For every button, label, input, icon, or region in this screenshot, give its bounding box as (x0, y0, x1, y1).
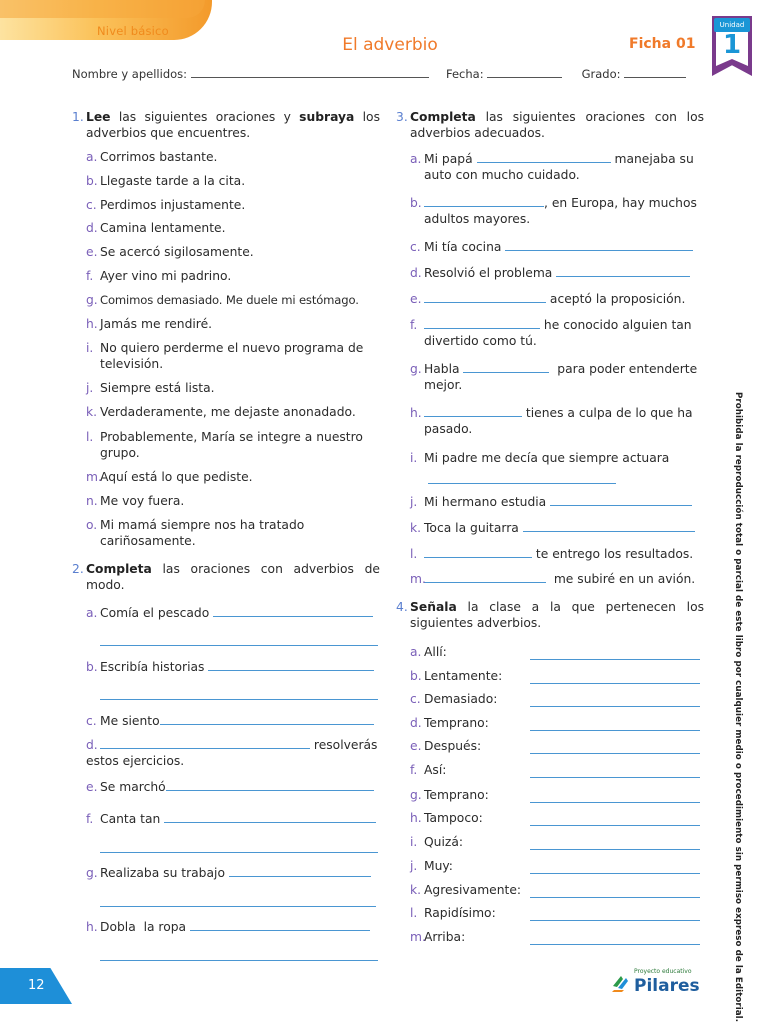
item-letter: l. (410, 906, 418, 920)
item-letter: h. (410, 811, 422, 825)
header-decor-inner (0, 0, 205, 18)
q3-item (410, 361, 704, 393)
item-prompt-cont: divertido como tú. (424, 334, 537, 348)
item-letter: l. (410, 547, 418, 561)
q4-item (410, 810, 704, 826)
answer-line[interactable] (208, 659, 374, 671)
q2-item (86, 605, 380, 621)
q1-item (86, 268, 380, 284)
q4-item (410, 738, 704, 754)
item-text: Después: (424, 739, 482, 753)
q3-item (410, 520, 704, 536)
item-prompt-post: para poder entenderte (557, 362, 698, 376)
q4-item (410, 858, 704, 874)
pilares-logo-icon (610, 972, 632, 994)
item-text (424, 195, 704, 227)
q1-item (86, 429, 380, 461)
q2-verb: Completa (86, 562, 152, 576)
item-text: Corrimos bastante. (100, 150, 218, 164)
answer-line[interactable] (530, 944, 700, 945)
answer-line[interactable] (424, 195, 544, 207)
unit-label: Unidad (714, 18, 750, 32)
item-letter: d. (86, 738, 98, 752)
item-text: Probablemente, María se integre a nuestro grupo. (100, 430, 363, 460)
q2-item (86, 713, 380, 729)
item-text (424, 405, 704, 437)
item-text (100, 605, 380, 621)
item-letter: h. (86, 920, 98, 934)
item-text: Tampoco: (424, 811, 483, 825)
item-text: Agresivamente: (424, 883, 522, 897)
question-4-number: 4. (396, 600, 408, 614)
q1-item (86, 469, 380, 485)
q1-verb-lee: Lee (86, 110, 111, 124)
item-letter: b. (86, 660, 98, 674)
answer-line[interactable] (166, 779, 374, 791)
answer-line[interactable] (424, 571, 546, 583)
grade-label: Grado: (581, 67, 621, 81)
item-letter: n. (86, 494, 98, 508)
q4-text: la clase a la que pertenecen los siguientes adverbios. (410, 600, 704, 630)
q3-item (410, 239, 704, 255)
item-prompt: Habla (424, 362, 460, 376)
page-number: 12 (28, 978, 45, 993)
item-letter: g. (410, 788, 422, 802)
item-letter: j. (86, 381, 94, 395)
item-letter: m. (410, 572, 426, 586)
item-prompt-cont: mejor. (424, 378, 463, 392)
question-2-prompt (86, 561, 380, 593)
item-prompt: Comía el pescado (100, 606, 210, 620)
q1-item (86, 517, 380, 549)
q2-item (86, 737, 380, 769)
item-text: Lentamente: (424, 669, 503, 683)
q2-item (86, 811, 380, 827)
q3-item (410, 571, 704, 587)
logo-name: Pilares (634, 976, 700, 996)
item-letter: c. (410, 240, 421, 254)
q3-item (410, 494, 704, 510)
name-label: Nombre y apellidos: (72, 67, 188, 81)
answer-line[interactable] (523, 520, 695, 532)
item-letter: h. (86, 317, 98, 331)
answer-line[interactable] (505, 239, 693, 251)
item-letter: f. (86, 269, 94, 283)
item-text: No quiero perderme el nuevo programa de televisión. (100, 341, 364, 371)
unit-number: 1 (722, 30, 742, 60)
item-letter: d. (410, 716, 422, 730)
item-letter: f. (86, 812, 94, 826)
item-text: Temprano: (424, 788, 489, 802)
item-text: Comimos demasiado. Me duele mi estómago. (100, 293, 359, 307)
answer-line[interactable] (530, 849, 700, 850)
answer-line[interactable] (424, 291, 546, 303)
answer-line[interactable] (424, 317, 540, 329)
item-prompt-cont: adultos mayores. (424, 212, 531, 226)
copyright-notice (731, 392, 743, 1023)
item-prompt: resolverás (313, 738, 378, 752)
answer-line[interactable] (100, 906, 376, 907)
answer-line[interactable] (556, 265, 690, 277)
q2-text: las oraciones con adverbios de modo. (86, 562, 380, 592)
name-field[interactable] (191, 68, 429, 78)
item-text (100, 713, 380, 729)
item-prompt-cont: auto con mucho cuidado. (424, 168, 580, 182)
answer-line[interactable] (164, 811, 376, 823)
answer-line[interactable] (530, 706, 700, 707)
q1-text-b: los adverbios que encuentres. (86, 110, 380, 140)
item-letter: o. (86, 518, 98, 532)
item-prompt-cont: pasado. (424, 422, 473, 436)
item-prompt-post: te entrego los resultados. (535, 547, 694, 561)
item-prompt-cont: estos ejercicios. (86, 754, 185, 768)
q1-item (86, 292, 380, 308)
q4-item (410, 834, 704, 850)
q3-text: las siguientes oraciones con los adverbios adecuados. (410, 110, 704, 140)
item-letter: b. (410, 196, 422, 210)
item-prompt-post: he conocido alguien tan (543, 318, 692, 332)
q4-item (410, 882, 704, 898)
answer-line[interactable] (530, 802, 700, 803)
level-label: Nivel básico (97, 24, 169, 38)
answer-line[interactable] (530, 873, 700, 874)
q1-item (86, 220, 380, 236)
item-letter: k. (86, 405, 98, 419)
q1-item (86, 197, 380, 213)
item-text (424, 546, 704, 562)
item-prompt: Realizaba su trabajo (100, 866, 225, 880)
q1-text-a: las siguientes oraciones y (110, 110, 300, 124)
item-letter: f. (410, 318, 418, 332)
answer-line[interactable] (100, 852, 378, 853)
item-text (100, 811, 380, 827)
q1-item (86, 149, 380, 165)
item-text: Arriba: (424, 930, 466, 944)
answer-line[interactable] (160, 713, 374, 725)
item-letter: b. (410, 669, 422, 683)
q3-item (410, 151, 704, 183)
item-text: Jamás me rendiré. (100, 317, 213, 331)
answer-line[interactable] (530, 920, 700, 921)
q3-item (410, 450, 704, 466)
student-info-row (72, 67, 686, 81)
answer-line[interactable] (229, 865, 371, 877)
q2-item (86, 659, 380, 675)
item-text (424, 520, 704, 536)
q1-verb-subraya: subraya (299, 110, 355, 124)
q1-item (86, 404, 380, 420)
item-text: Me voy fuera. (100, 494, 185, 508)
q4-item (410, 691, 704, 707)
item-text: Así: (424, 763, 447, 777)
item-text: Aquí está lo que pediste. (100, 470, 253, 484)
ficha-label: Ficha 01 (629, 36, 696, 52)
item-letter: g. (410, 362, 422, 376)
item-letter: c. (86, 714, 97, 728)
q1-item (86, 340, 380, 372)
answer-line[interactable] (213, 605, 373, 617)
item-letter: c. (86, 198, 97, 212)
item-letter: i. (410, 835, 418, 849)
answer-line[interactable] (530, 659, 700, 660)
q3-item (410, 291, 704, 307)
item-letter: a. (86, 606, 98, 620)
q3-item (410, 546, 704, 562)
item-letter: j. (410, 859, 418, 873)
date-label: Fecha: (446, 67, 484, 81)
q1-item (86, 493, 380, 509)
item-letter: l. (86, 430, 94, 444)
item-text: Camina lentamente. (100, 221, 226, 235)
item-prompt: Mi papá (424, 152, 473, 166)
q3-item (410, 405, 704, 437)
answer-line[interactable] (100, 699, 378, 700)
q1-item (86, 173, 380, 189)
item-text: Muy: (424, 859, 453, 873)
item-letter: f. (410, 763, 418, 777)
item-text: Demasiado: (424, 692, 498, 706)
item-text (100, 779, 380, 795)
answer-line[interactable] (530, 753, 700, 754)
q4-item (410, 715, 704, 731)
item-text (424, 450, 704, 466)
item-text: Se acercó sigilosamente. (100, 245, 254, 259)
item-letter: g. (86, 866, 98, 880)
question-4 (396, 599, 704, 631)
item-letter: i. (86, 341, 94, 355)
item-prompt-post: tienes a culpa de lo que ha (525, 406, 693, 420)
question-2-number: 2. (72, 562, 84, 576)
item-prompt: Mi padre me decía que siempre actuara (424, 451, 670, 465)
item-text (100, 659, 380, 675)
item-text (424, 494, 704, 510)
item-letter: c. (410, 692, 421, 706)
item-prompt: Mi hermano estudia (424, 495, 547, 509)
item-letter: e. (86, 245, 98, 259)
answer-line[interactable] (477, 151, 611, 163)
q1-item (86, 244, 380, 260)
item-letter: j. (410, 495, 418, 509)
item-letter: k. (410, 521, 422, 535)
item-prompt: Se marchó (100, 780, 166, 794)
q3-item (410, 195, 704, 227)
q4-verb: Señala (410, 600, 457, 614)
item-text (424, 571, 704, 587)
question-1-number: 1. (72, 110, 84, 124)
item-text: Verdaderamente, me dejaste anonadado. (100, 405, 356, 419)
item-letter: e. (86, 780, 98, 794)
q3-item (410, 265, 704, 281)
answer-line[interactable] (530, 730, 700, 731)
item-prompt-post: me subiré en un avión. (553, 572, 696, 586)
unit-badge (712, 16, 752, 76)
question-2 (72, 561, 380, 593)
item-text (86, 737, 380, 769)
item-text (424, 361, 704, 393)
item-text: Llegaste tarde a la cita. (100, 174, 246, 188)
item-text (100, 865, 380, 881)
item-prompt: Mi tía cocina (424, 240, 502, 254)
grade-field[interactable] (624, 68, 686, 78)
question-3-number: 3. (396, 110, 408, 124)
answer-line[interactable] (424, 405, 522, 417)
q4-item (410, 905, 704, 921)
q1-item (86, 380, 380, 396)
item-letter: a. (410, 645, 422, 659)
pilares-logo (608, 968, 698, 1000)
question-3 (396, 109, 704, 141)
answer-line[interactable] (530, 683, 700, 684)
item-text: Siempre está lista. (100, 381, 215, 395)
item-text (424, 265, 704, 281)
item-letter: e. (410, 292, 422, 306)
answer-line[interactable] (428, 483, 616, 484)
item-prompt-post: , en Europa, hay muchos (544, 196, 697, 210)
answer-line[interactable] (530, 897, 700, 898)
item-prompt-post: manejaba su (614, 152, 694, 166)
item-text: Quizá: (424, 835, 464, 849)
item-letter: a. (86, 150, 98, 164)
item-text: Mi mamá siempre nos ha tratado cariñosamente. (100, 518, 305, 548)
answer-line[interactable] (190, 919, 370, 931)
q3-item (410, 317, 704, 349)
item-letter: a. (410, 152, 422, 166)
q2-item (86, 919, 380, 935)
item-letter: k. (410, 883, 422, 897)
item-letter: m. (410, 930, 426, 944)
q4-item (410, 644, 704, 660)
item-text: Temprano: (424, 716, 489, 730)
question-1 (72, 109, 380, 141)
q1-item (86, 316, 380, 332)
item-prompt: Canta tan (100, 812, 161, 826)
copyright-text: Prohibida la reproducción total o parcial de este libro por cualquier medio o procedimiento sin permiso expreso de la Editorial. (733, 392, 743, 1023)
q2-item (86, 865, 380, 881)
item-text (424, 317, 704, 349)
date-field[interactable] (487, 68, 562, 78)
item-prompt: Escribía historias (100, 660, 205, 674)
question-4-prompt (410, 599, 704, 631)
item-text: Perdimos injustamente. (100, 198, 246, 212)
answer-line[interactable] (530, 825, 700, 826)
item-text: Rapidísimo: (424, 906, 496, 920)
item-text (424, 151, 704, 183)
item-letter: e. (410, 739, 422, 753)
q4-item (410, 668, 704, 684)
question-3-prompt (410, 109, 704, 141)
q3-verb: Completa (410, 110, 476, 124)
page-title: El adverbio (342, 35, 438, 55)
item-text: Ayer vino mi padrino. (100, 269, 232, 283)
item-letter: i. (410, 451, 418, 465)
item-letter: d. (86, 221, 98, 235)
item-letter: g. (86, 293, 98, 307)
item-text (100, 919, 380, 935)
item-prompt: Resolvió el problema (424, 266, 553, 280)
item-prompt: Toca la guitarra (424, 521, 519, 535)
q2-item (86, 779, 380, 795)
item-letter: h. (410, 406, 422, 420)
answer-line[interactable] (424, 546, 532, 558)
answer-line[interactable] (530, 777, 700, 778)
answer-line[interactable] (100, 960, 378, 961)
answer-line[interactable] (100, 645, 378, 646)
item-text (424, 291, 704, 307)
item-letter: d. (410, 266, 422, 280)
item-text (424, 239, 704, 255)
item-letter: b. (86, 174, 98, 188)
item-prompt: Dobla la ropa (100, 920, 187, 934)
answer-line[interactable] (100, 737, 310, 749)
item-text: Allí: (424, 645, 447, 659)
item-prompt-post: aceptó la proposición. (549, 292, 686, 306)
q4-item (410, 762, 704, 778)
q4-item (410, 787, 704, 803)
item-prompt: Me siento (100, 714, 160, 728)
item-letter: m. (86, 470, 102, 484)
question-1-prompt (86, 109, 380, 141)
q4-item (410, 929, 704, 945)
logo-tagline: Proyecto educativo (634, 968, 692, 975)
answer-line[interactable] (550, 494, 692, 506)
answer-line[interactable] (463, 361, 549, 373)
